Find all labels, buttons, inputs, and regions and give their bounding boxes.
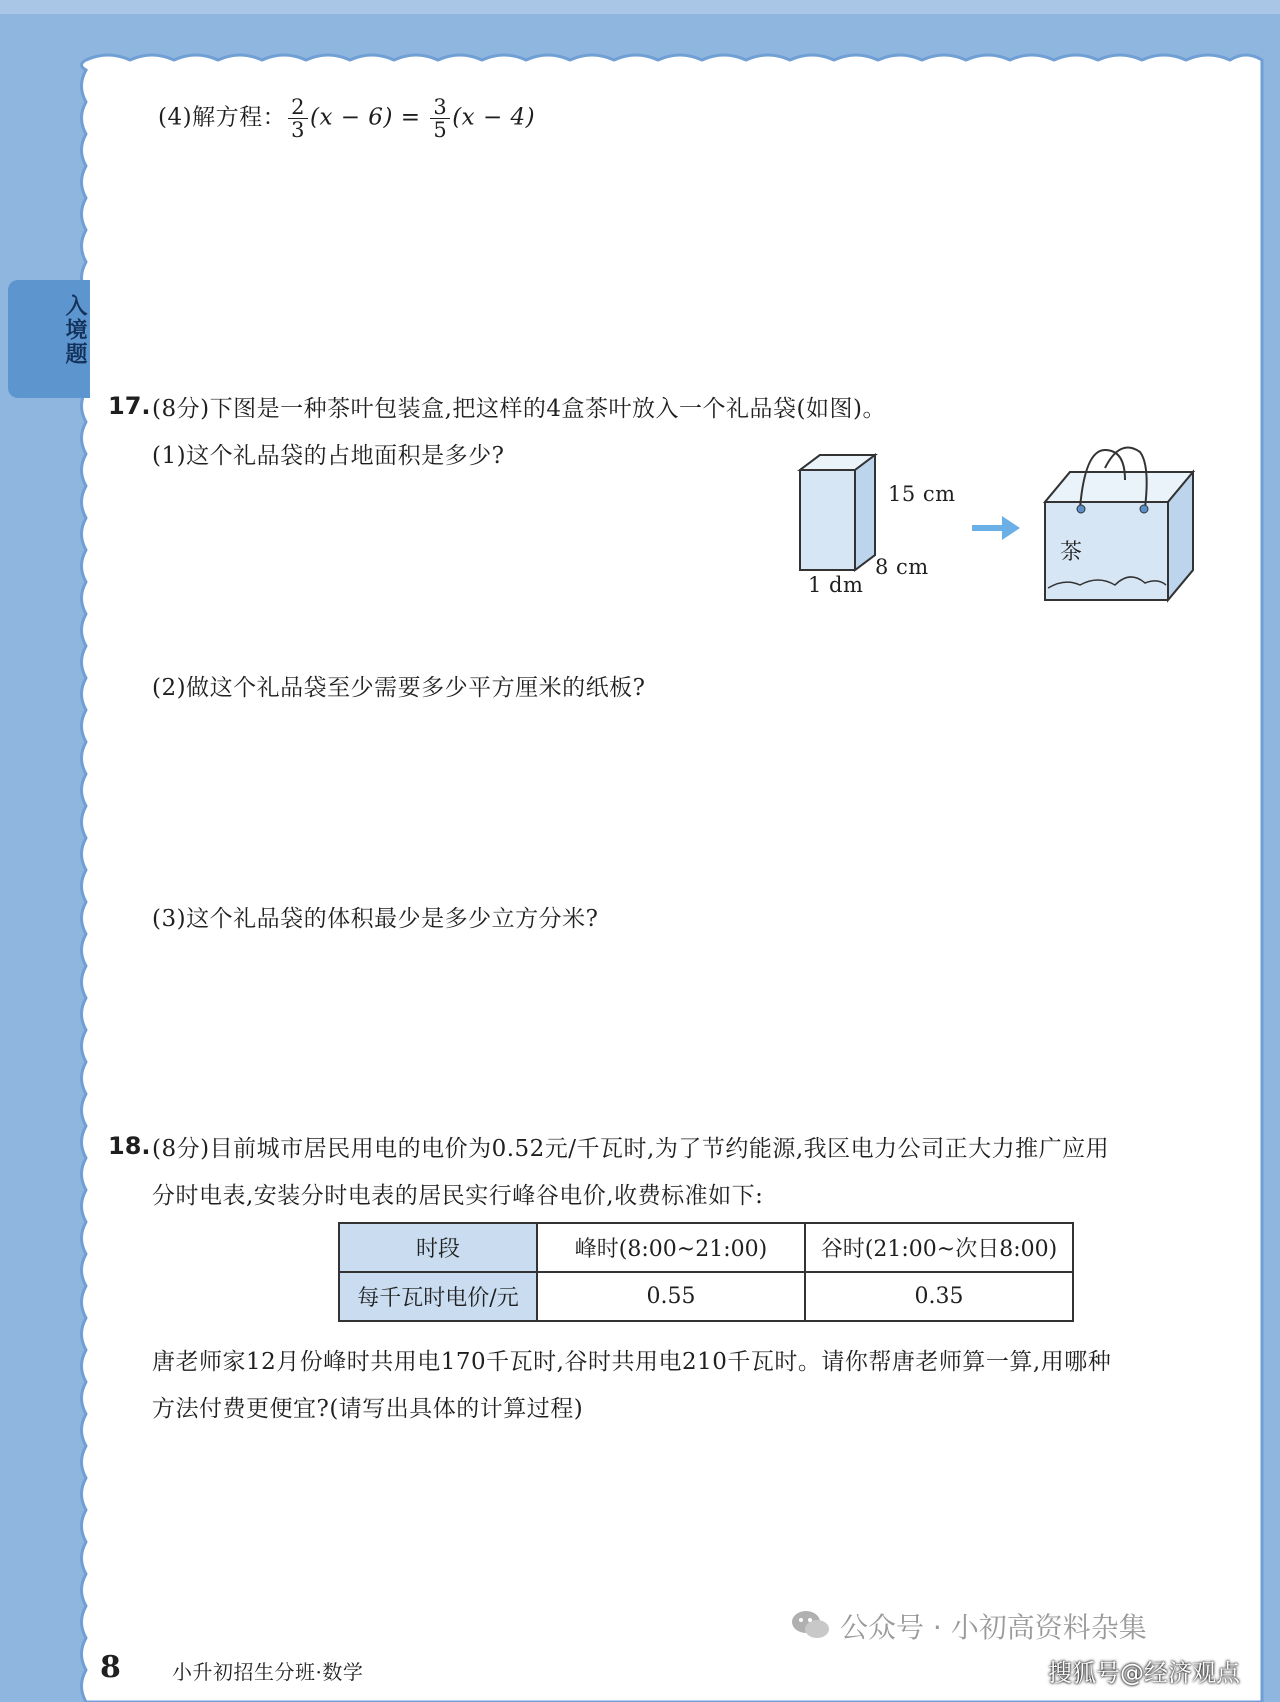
question-17-number: 17. [108,392,151,420]
electricity-price-table [338,1222,1074,1322]
question-18-stem-line2: 分时电表,安装分时电表的居民实行峰谷电价,收费标准如下: [152,1183,764,1209]
table-header-cell: 谷时(21:00~次日8:00) [805,1223,1073,1272]
fraction-two-thirds: $\frac{2}{3}$ [288,96,308,141]
side-tab-label: 入境题 [62,294,87,366]
question-17-sub3: (3)这个礼品袋的体积最少是多少立方分米? [152,906,599,932]
wechat-icon [790,1608,832,1642]
book-title: 小升初招生分班·数学 [172,1660,364,1684]
table-row [339,1223,1073,1272]
box-height-label: 15 cm [888,482,956,506]
box-width-label: 1 dm [808,573,864,597]
equation-right-expr: (x − 4) [452,104,536,131]
table-cell: 0.35 [805,1272,1073,1321]
table-header-cell: 峰时(8:00~21:00) [537,1223,805,1272]
question-17-stem: (8分)下图是一种茶叶包装盒,把这样的4盒茶叶放入一个礼品袋(如图)。 [152,396,886,422]
question-18-stem-line1: (8分)目前城市居民用电的电价为0.52元/千瓦时,为了节约能源,我区电力公司正大力推广应用 [152,1136,1110,1162]
equation-left-expr: (x − 6) = [309,104,421,131]
fraction-three-fifths: $\frac{3}{5}$ [430,96,450,141]
sohu-watermark: 搜狐号@经济观点 [1048,1659,1240,1687]
side-tab [8,280,90,398]
question-18-tail-line1: 唐老师家12月份峰时共用电170千瓦时,谷时共用电210千瓦时。请你帮唐老师算一算,用哪种 [152,1349,1112,1375]
question-17-sub2: (2)做这个礼品袋至少需要多少平方厘米的纸板? [152,675,646,701]
bag-tea-label: 茶 [1060,540,1083,565]
equation-prefix: (4)解方程： [158,104,287,131]
wechat-watermark: 公众号 · 小初高资料杂集 [840,1611,1147,1644]
question-18-tail-line2: 方法付费更便宜?(请写出具体的计算过程) [152,1396,584,1422]
equation-problem [158,96,535,141]
table-row-label: 每千瓦时电价/元 [339,1272,537,1321]
table-row [339,1272,1073,1321]
table-header-cell: 时段 [339,1223,537,1272]
table-cell: 0.55 [537,1272,805,1321]
question-18-number: 18. [108,1132,151,1160]
box-depth-label: 8 cm [875,555,929,579]
question-17-sub1: (1)这个礼品袋的占地面积是多少? [152,443,505,469]
page-number: 8 [100,1650,121,1685]
